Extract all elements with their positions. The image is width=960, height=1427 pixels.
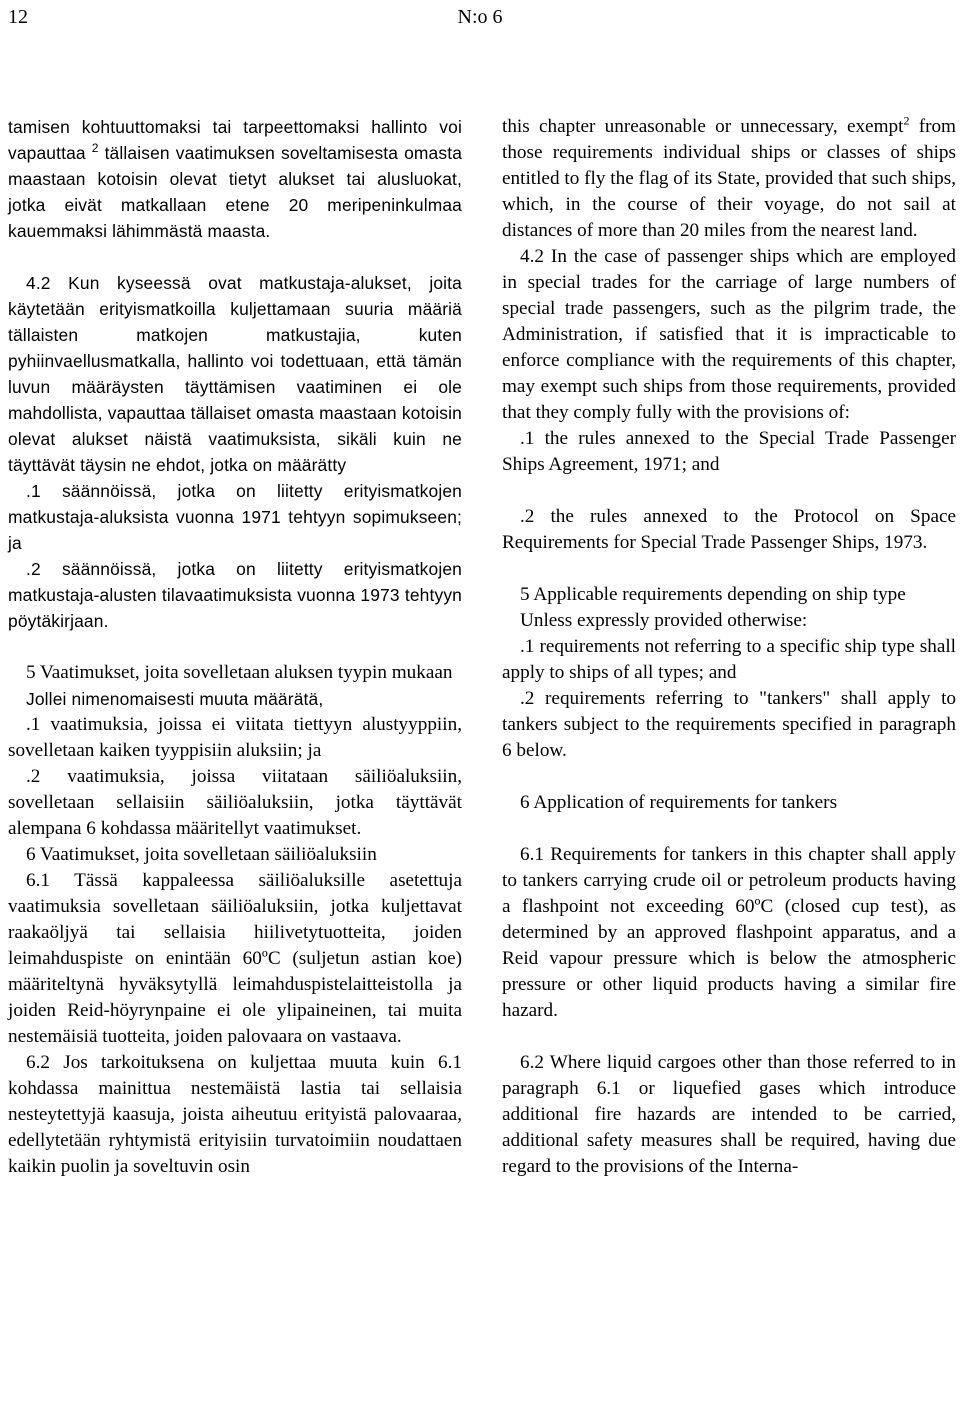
fi-heading-6: 6 Vaatimukset, joita sovelletaan säiliöaluksiin	[26, 844, 377, 865]
fi-paragraph-4-2-2: .2 säännöissä, jotka on liitetty erityismatkojen matkustaja-alusten tilavaatimuksista vuonna 1973 tehtyyn pöytäkirjaan.	[8, 559, 462, 631]
fi-paragraph-6-2: 6.2 Jos tarkoituksena on kuljettaa muuta kuin 6.1 kohdassa mainittua nestemäistä lastia tai sellaisia nesteytettyjä kaasuja, joista aiheutuu erityistä palovaaraa, edellytetään ryhtymistä erityisiin turvatoimiin noudattaen kaikin puolin ja soveltuvin osin	[8, 1052, 462, 1177]
fi-paragraph-5-intro: Jollei nimenomaisesti muuta määrätä,	[26, 689, 324, 709]
en-paragraph-5-intro: Unless expressly provided otherwise:	[520, 610, 808, 631]
en-paragraph-4-2-1: .1 the rules annexed to the Special Trade Passenger Ships Agreement, 1971; and	[502, 428, 956, 475]
en-heading-5: 5 Applicable requirements depending on ship type	[520, 584, 906, 605]
page-number: 12	[8, 6, 28, 28]
english-column	[502, 114, 956, 1180]
en-paragraph-5-1: .1 requirements not referring to a specific ship type shall apply to ships of all types; and	[502, 636, 956, 683]
fi-paragraph-5-2: .2 vaatimuksia, joissa viitataan säiliöaluksiin, sovelletaan sellaisiin säiliöaluksiin, jotka täyttävät alempana 6 kohdassa määritellyt vaatimukset.	[8, 766, 462, 839]
fi-paragraph-5-1: .1 vaatimuksia, joissa ei viitata tiettyyn alustyyppiin, sovelletaan kaiken tyyppisiin aluksiin; ja	[8, 714, 462, 761]
en-paragraph-6-1: 6.1 Requirements for tankers in this chapter shall apply to tankers carrying crude oil or petroleum products having a flashpoint not exceeding 60ºC (closed cup test), as determined by an approved flashpoint apparatus, and a Reid vapour pressure which is below the atmospheric pressure or other liquid products having a similar fire hazard.	[502, 844, 956, 1021]
fi-paragraph-4-2: 4.2 Kun kyseessä ovat matkustaja-alukset, joita käytetään erityismatkoilla kuljettamaan suuria määriä tällaisten matkojen matkustajia, kuten pyhiinvaellusmatkalla, hallinto voi todettuaan, että tämän luvun määräysten täyttämisen vaatiminen ei ole mahdollista, vapauttaa tällaiset omasta maastaan kotoisin olevat alukset näistä vaatimuksista, sikäli kuin ne täyttävät täysin ne ehdot, jotka on määrätty	[8, 273, 462, 475]
en-paragraph-5-2: .2 requirements referring to "tankers" shall apply to tankers subject to the requirements specified in paragraph 6 below.	[502, 688, 956, 761]
en-paragraph-intro: this chapter unreasonable or unnecessary, exempt$^2$ from those requirements individual ships or classes of ships entitled to fly the flag of its State, provided that such ships, which, in the course of their voyage, do not sail at distances of more than 20 miles from the nearest land.	[502, 113, 956, 241]
fi-paragraph-4-2-1: .1 säännöissä, jotka on liitetty erityismatkojen matkustaja-aluksista vuonna 1971 tehtyyn sopimukseen; ja	[8, 481, 462, 553]
fi-paragraph-6-1: 6.1 Tässä kappaleessa säiliöaluksille asetettuja vaatimuksia sovelletaan säiliöaluksiin, jotka kuljettavat raakaöljyä tai sellaisia hiilivetytuotteita, joiden leimahduspiste on enintään 60ºC (suljetun astian koe) määriteltynä hyväksytyllä leimahduspistelaitteistolla ja joiden Reid-höyrynpaine ei ole ylipaineinen, tai muita nestemäisiä tuotteita, joiden palovaara on vastaava.	[8, 870, 462, 1047]
footnote-marker: 2	[91, 141, 99, 156]
en-paragraph-4-2: 4.2 In the case of passenger ships which are employed in special trades for the carriage of large numbers of special trade passengers, such as the pilgrim trade, the Administration, if satisfied that it is impracticable to enforce compliance with the requirements of this chapter, may exempt such ships from those requirements, provided that they comply fully with the provisions of:	[502, 246, 956, 423]
en-paragraph-6-2: 6.2 Where liquid cargoes other than those referred to in paragraph 6.1 or liquefied gases which introduce additional fire hazards are intended to be carried, additional safety measures shall be required, having due regard to the provisions of the Interna-	[502, 1052, 956, 1177]
fi-paragraph-intro: tamisen kohtuuttomaksi tai tarpeettomaksi hallinto voi vapauttaa $^2$ tällaisen vaatimuksen soveltamisesta omasta maastaan kotoisin olevat tietyt alukset tai alusluokat, jotka eivät matkallaan etene 20 meripeninkulmaa kauemmaksi lähimmästä maasta.	[8, 117, 463, 241]
en-paragraph-4-2-2: .2 the rules annexed to the Protocol on Space Requirements for Special Trade Passenger Ships, 1973.	[502, 506, 956, 553]
page-header	[0, 4, 960, 34]
fi-heading-5: 5 Vaatimukset, joita sovelletaan aluksen tyypin mukaan	[26, 662, 453, 683]
en-heading-6: 6 Application of requirements for tankers	[520, 792, 838, 813]
footnote-marker: 2	[903, 113, 910, 128]
finnish-column	[8, 114, 462, 1180]
issue-number: N:o 6	[457, 6, 503, 28]
